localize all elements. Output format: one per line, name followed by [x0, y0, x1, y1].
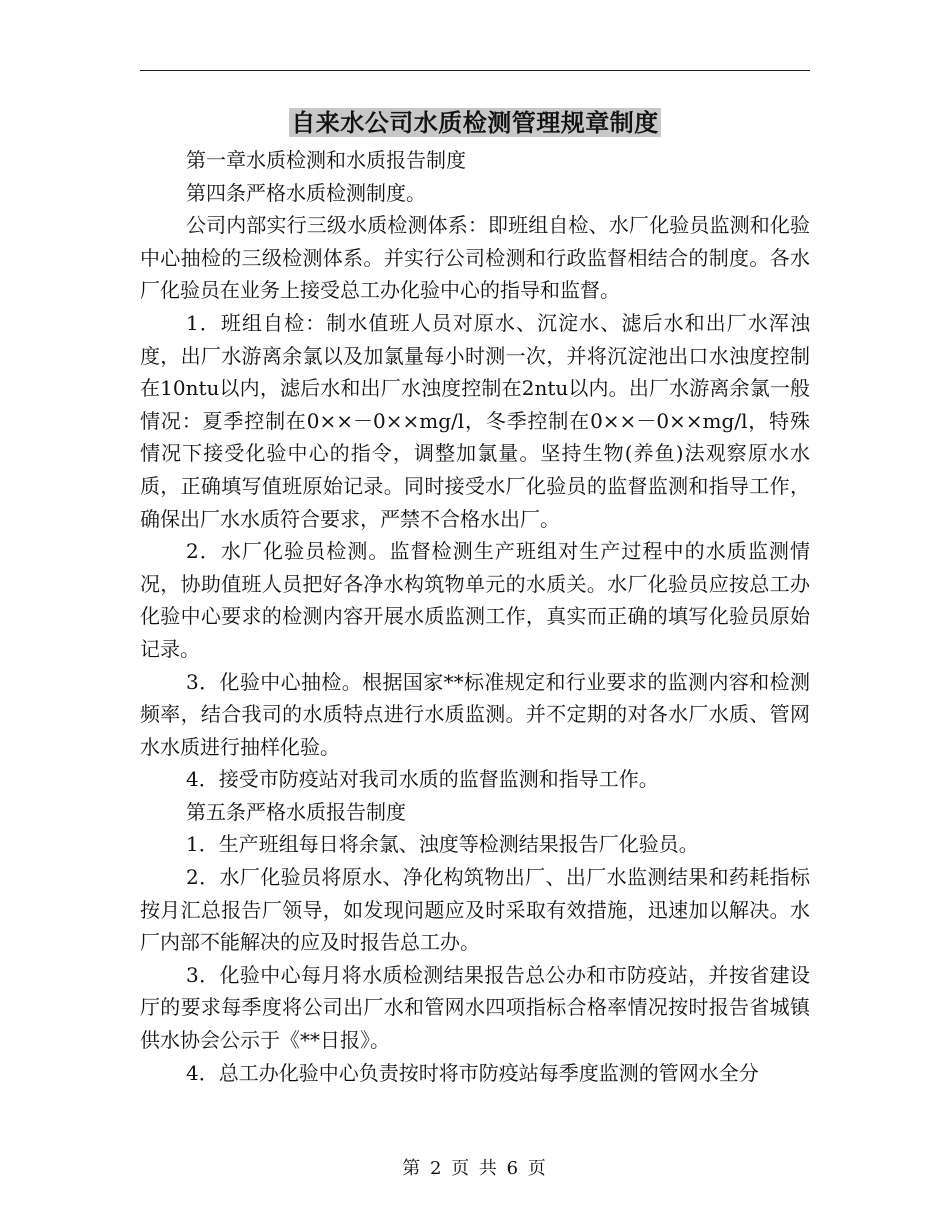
paragraph-report-2: 2．水厂化验员将原水、净化构筑物出厂、出厂水监测结果和药耗指标按月汇总报告厂领导，如发现问题应及时采取有效措施，迅速加以解决。水厂内部不能解决的应及时报告总工办。: [140, 865, 810, 955]
chapter-heading: 第一章水质检测和水质报告制度: [186, 148, 466, 172]
document-title-block: [0, 106, 950, 140]
paragraph-report-4: 4．总工办化验中心负责按时将市防疫站每季度监测的管网水全分: [186, 1060, 759, 1085]
paragraph-lab-sampling: 3．化验中心抽检。根据国家**标准规定和行业要求的监测内容和检测频率，结合我司的水质特点进行水质监测。并不定期的对各水厂水质、管网水水质进行抽样化验。: [140, 669, 810, 759]
page-number-footer: 第 2 页 共 6 页: [402, 1158, 548, 1179]
paragraph-report-1: 1．生产班组每日将余氯、浊度等检测结果报告厂化验员。: [186, 832, 699, 857]
paragraph-team-self-check: 1．班组自检：制水值班人员对原水、沉淀水、滤后水和出厂水浑浊度，出厂水游离余氯以及加氯量每小时测一次，并将沉淀池出口水浊度控制在10ntu以内，滤后水和出厂水浊度控制在2ntu以内。出厂水游离余氯一般情况：夏季控制在0××－0××mg/l，冬季控制在0××－0××mg/l，特殊情况下接受化验中心的指令，调整加氯量。坚持生物(养鱼)法观察原水水质，正确填写值班原始记录。同时接受水厂化验员的监督监测和指导工作，确保出厂水水质符合要求，严禁不合格水出厂。: [140, 310, 810, 531]
article-5-heading: 第五条严格水质报告制度: [186, 799, 406, 824]
document-body: [140, 144, 810, 1089]
article-4-heading: 第四条严格水质检测制度。: [186, 180, 426, 205]
paragraph-epidemic-station: 4．接受市防疫站对我司水质的监督监测和指导工作。: [186, 767, 659, 792]
paragraph-three-level-system: 公司内部实行三级水质检测体系：即班组自检、水厂化验员监测和化验中心抽检的三级检测体系。并实行公司检测和行政监督相结合的制度。各水厂化验员在业务上接受总工办化验中心的指导和监督。: [140, 213, 810, 303]
header-rule: [140, 70, 810, 71]
paragraph-plant-inspector: 2．水厂化验员检测。监督检测生产班组对生产过程中的水质监测情况，协助值班人员把好各净水构筑物单元的水质关。水厂化验员应按总工办化验中心要求的检测内容开展水质监测工作，真实而正确的填写化验员原始记录。: [140, 539, 810, 661]
paragraph-report-3: 3．化验中心每月将水质检测结果报告总公办和市防疫站，并按省建设厅的要求每季度将公司出厂水和管网水四项指标合格率情况按时报告省城镇供水协会公示于《**日报》。: [140, 962, 810, 1053]
document-title: 自来水公司水质检测管理规章制度: [291, 108, 659, 137]
